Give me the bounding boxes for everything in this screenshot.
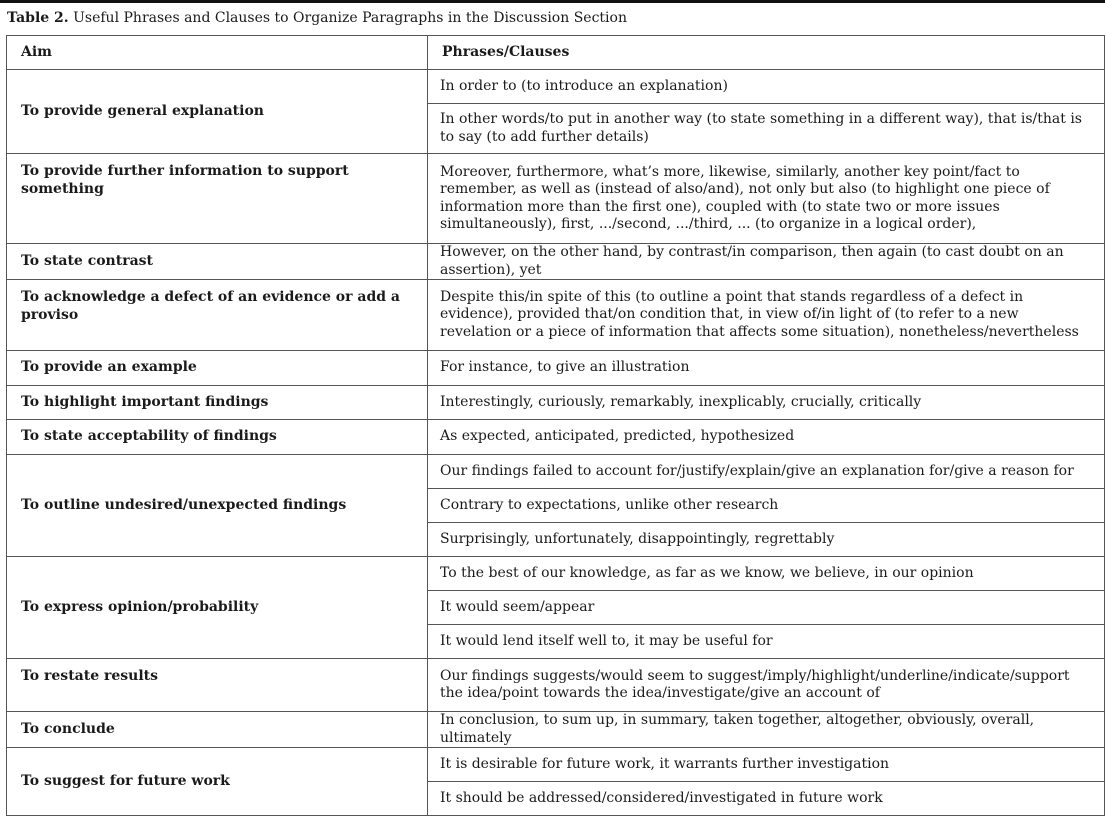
phrase-cell: To the best of our knowledge, as far as we know, we believe, in our opinion xyxy=(428,557,1105,591)
table-row xyxy=(7,386,1105,420)
phrases-table xyxy=(6,35,1105,816)
phrase-cell: Surprisingly, unfortunately, disappointingly, regrettably xyxy=(428,523,1105,557)
table-caption xyxy=(7,8,627,28)
phrase-cell: However, on the other hand, by contrast/in comparison, then again (to cast doubt on an assertion), yet xyxy=(428,244,1105,280)
table-row xyxy=(7,154,1105,244)
phrase-cell: Despite this/in spite of this (to outline a point that stands regardless of a defect in evidence), provided that/on condition that, in view of/in light of (to refer to a new revelation or a piece of information that affects some situation), nonetheless/nevertheless xyxy=(428,280,1105,351)
phrase-cell: It would lend itself well to, it may be useful for xyxy=(428,625,1105,659)
table-row xyxy=(7,244,1105,280)
table-row xyxy=(7,420,1105,455)
table-caption-label: Table 2. xyxy=(7,10,69,26)
phrase-cell: Our findings suggests/would seem to suggest/imply/highlight/underline/indicate/support the idea/point towards the idea/investigate/give an account of xyxy=(428,659,1105,712)
table-caption-text: Useful Phrases and Clauses to Organize Paragraphs in the Discussion Section xyxy=(73,10,627,26)
aim-cell: To express opinion/probability xyxy=(7,557,428,659)
phrase-cell: In order to (to introduce an explanation) xyxy=(428,70,1105,104)
table-row xyxy=(7,659,1105,712)
table-row xyxy=(7,748,1105,782)
table-row xyxy=(7,351,1105,386)
phrase-cell: Moreover, furthermore, what’s more, likewise, similarly, another key point/fact to remember, as well as (instead of also/and), not only but also (to highlight one piece of information more than the first one), coupled with (to state two or more issues simultaneously), first, .../second, .../third, ... (to organize in a logical order), xyxy=(428,154,1105,244)
phrase-cell: As expected, anticipated, predicted, hypothesized xyxy=(428,420,1105,455)
aim-cell: To suggest for future work xyxy=(7,748,428,816)
table-row xyxy=(7,557,1105,591)
top-rule xyxy=(0,0,1105,3)
aim-cell: To highlight important findings xyxy=(7,386,428,420)
table-header-row xyxy=(7,36,1105,70)
aim-cell: To outline undesired/unexpected findings xyxy=(7,455,428,557)
table-row xyxy=(7,455,1105,489)
aim-cell: To state acceptability of findings xyxy=(7,420,428,455)
header-phrases: Phrases/Clauses xyxy=(428,36,1105,70)
table-row xyxy=(7,70,1105,104)
aim-cell: To restate results xyxy=(7,659,428,712)
header-aim: Aim xyxy=(7,36,428,70)
table-row xyxy=(7,280,1105,351)
aim-cell: To state contrast xyxy=(7,244,428,280)
phrase-cell: It would seem/appear xyxy=(428,591,1105,625)
phrase-cell: In conclusion, to sum up, in summary, taken together, altogether, obviously, overall, ultimately xyxy=(428,712,1105,748)
aim-cell: To provide further information to support something xyxy=(7,154,428,244)
phrase-cell: Our findings failed to account for/justify/explain/give an explanation for/give a reason for xyxy=(428,455,1105,489)
table-row xyxy=(7,712,1105,748)
aim-cell: To provide an example xyxy=(7,351,428,386)
aim-cell: To acknowledge a defect of an evidence or add a proviso xyxy=(7,280,428,351)
phrase-cell: For instance, to give an illustration xyxy=(428,351,1105,386)
phrase-cell: It should be addressed/considered/investigated in future work xyxy=(428,782,1105,816)
phrase-cell: In other words/to put in another way (to state something in a different way), that is/that is to say (to add further details) xyxy=(428,104,1105,154)
phrase-cell: Interestingly, curiously, remarkably, inexplicably, crucially, critically xyxy=(428,386,1105,420)
aim-cell: To provide general explanation xyxy=(7,70,428,154)
phrase-cell: Contrary to expectations, unlike other research xyxy=(428,489,1105,523)
aim-cell: To conclude xyxy=(7,712,428,748)
phrase-cell: It is desirable for future work, it warrants further investigation xyxy=(428,748,1105,782)
